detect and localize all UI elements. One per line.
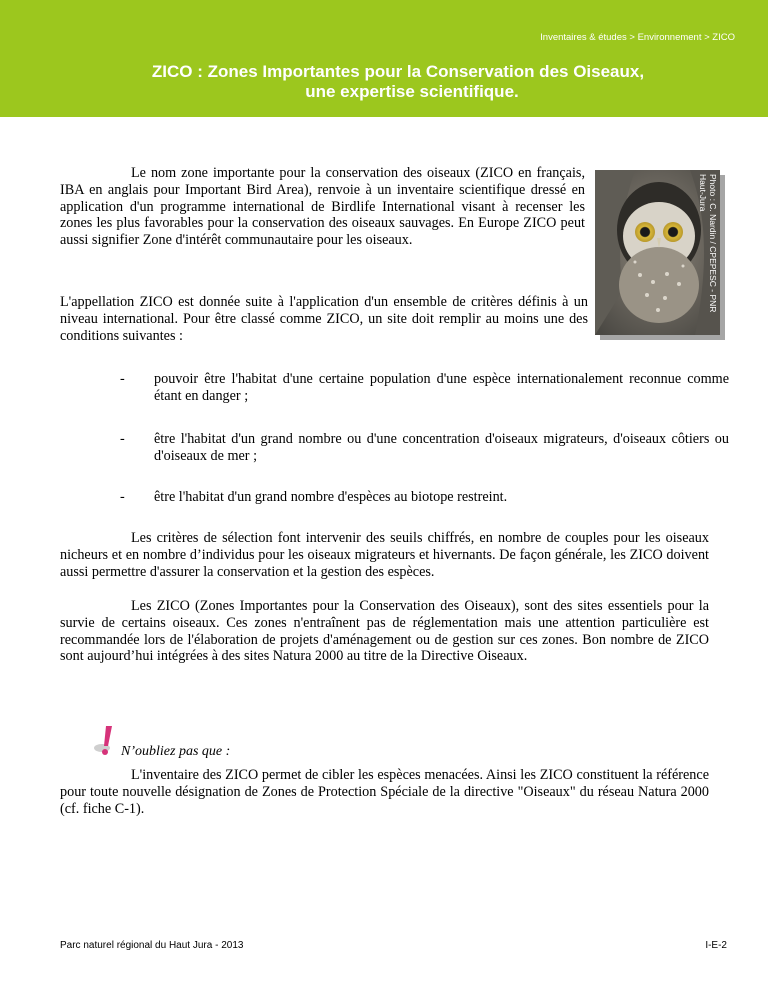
- paragraph-inventaire: L'inventaire des ZICO permet de cibler les espèces menacées. Ainsi les ZICO constituent la référence pour toute nouvelle désignation de Zones de Protection Spéciale de la directive "Oiseaux" du réseau Natura 2000 (cf. fiche C-1).: [60, 767, 709, 817]
- page-title-line-1: ZICO : Zones Importantes pour la Conservation des Oiseaux,: [151, 62, 645, 81]
- paragraph-intro: Le nom zone importante pour la conservation des oiseaux (ZICO en français, IBA en anglais pour Important Bird Area), renvoie à un inventaire scientifique dressé en application d'un programme international de Birdlife International visant à recenser les zones les plus favorables pour la conservation des oiseaux sauvages. En Europe ZICO peut aussi signifier Zone d'intérêt communautaire pour les oiseaux.: [60, 165, 585, 249]
- page-title-line-2: une expertise scientifique.: [305, 82, 519, 101]
- list-item-text: être l'habitat d'un grand nombre d'espèces au biotope restreint.: [154, 489, 508, 505]
- list-dash: -: [120, 431, 125, 447]
- paragraph-zico: Les ZICO (Zones Importantes pour la Conservation des Oiseaux), sont des sites essentiels pour la survie de certains oiseaux. Ces zones n'entraînent pas de réglementation mais une attention particulière est recommandée lors de l'élaboration de projets d'aménagement ou de gestion sur ces zones. Bon nombre de ZICO sont aujourd’hui intégrées à des sites Natura 2000 au titre de la Directive Oiseaux.: [60, 598, 709, 665]
- list-dash: -: [120, 371, 125, 387]
- footer-source: Parc naturel régional du Haut Jura - 2013: [60, 940, 244, 951]
- page-number: I-E-2: [705, 940, 727, 951]
- paragraph-appellation: L'appellation ZICO est donnée suite à l'application d'un ensemble de critères définis à un niveau international. Pour être classé comme ZICO, un site doit remplir au moins une des conditions suivantes :: [60, 294, 588, 344]
- page-title: [0, 62, 768, 102]
- header-banner: [0, 0, 768, 117]
- paragraph-criteres: Les critères de sélection font intervenir des seuils chiffrés, en nombre de couples pour les oiseaux nicheurs et en nombre d’individus pour les oiseaux migrateurs et hivernants. De façon générale, les ZICO doivent aussi permettre d'assurer la conservation et la gestion des espèces.: [60, 530, 709, 580]
- list-item-text: pouvoir être l'habitat d'une certaine population d'une espèce internationalement reconnue comme étant en danger ;: [154, 371, 729, 404]
- photo-credit: Photo : C. Nardin / CPEPESC - PNR Haut-Jura: [698, 174, 718, 313]
- breadcrumb: Inventaires & études > Environnement > ZICO: [540, 32, 735, 43]
- list-dash: -: [120, 489, 125, 505]
- owl-photo: [595, 170, 720, 335]
- note-label: N’oubliez pas que :: [121, 744, 231, 759]
- exclamation-icon: [92, 724, 120, 763]
- list-item-text: être l'habitat d'un grand nombre ou d'une concentration d'oiseaux migrateurs, d'oiseaux côtiers ou d'oiseaux de mer ;: [154, 431, 729, 464]
